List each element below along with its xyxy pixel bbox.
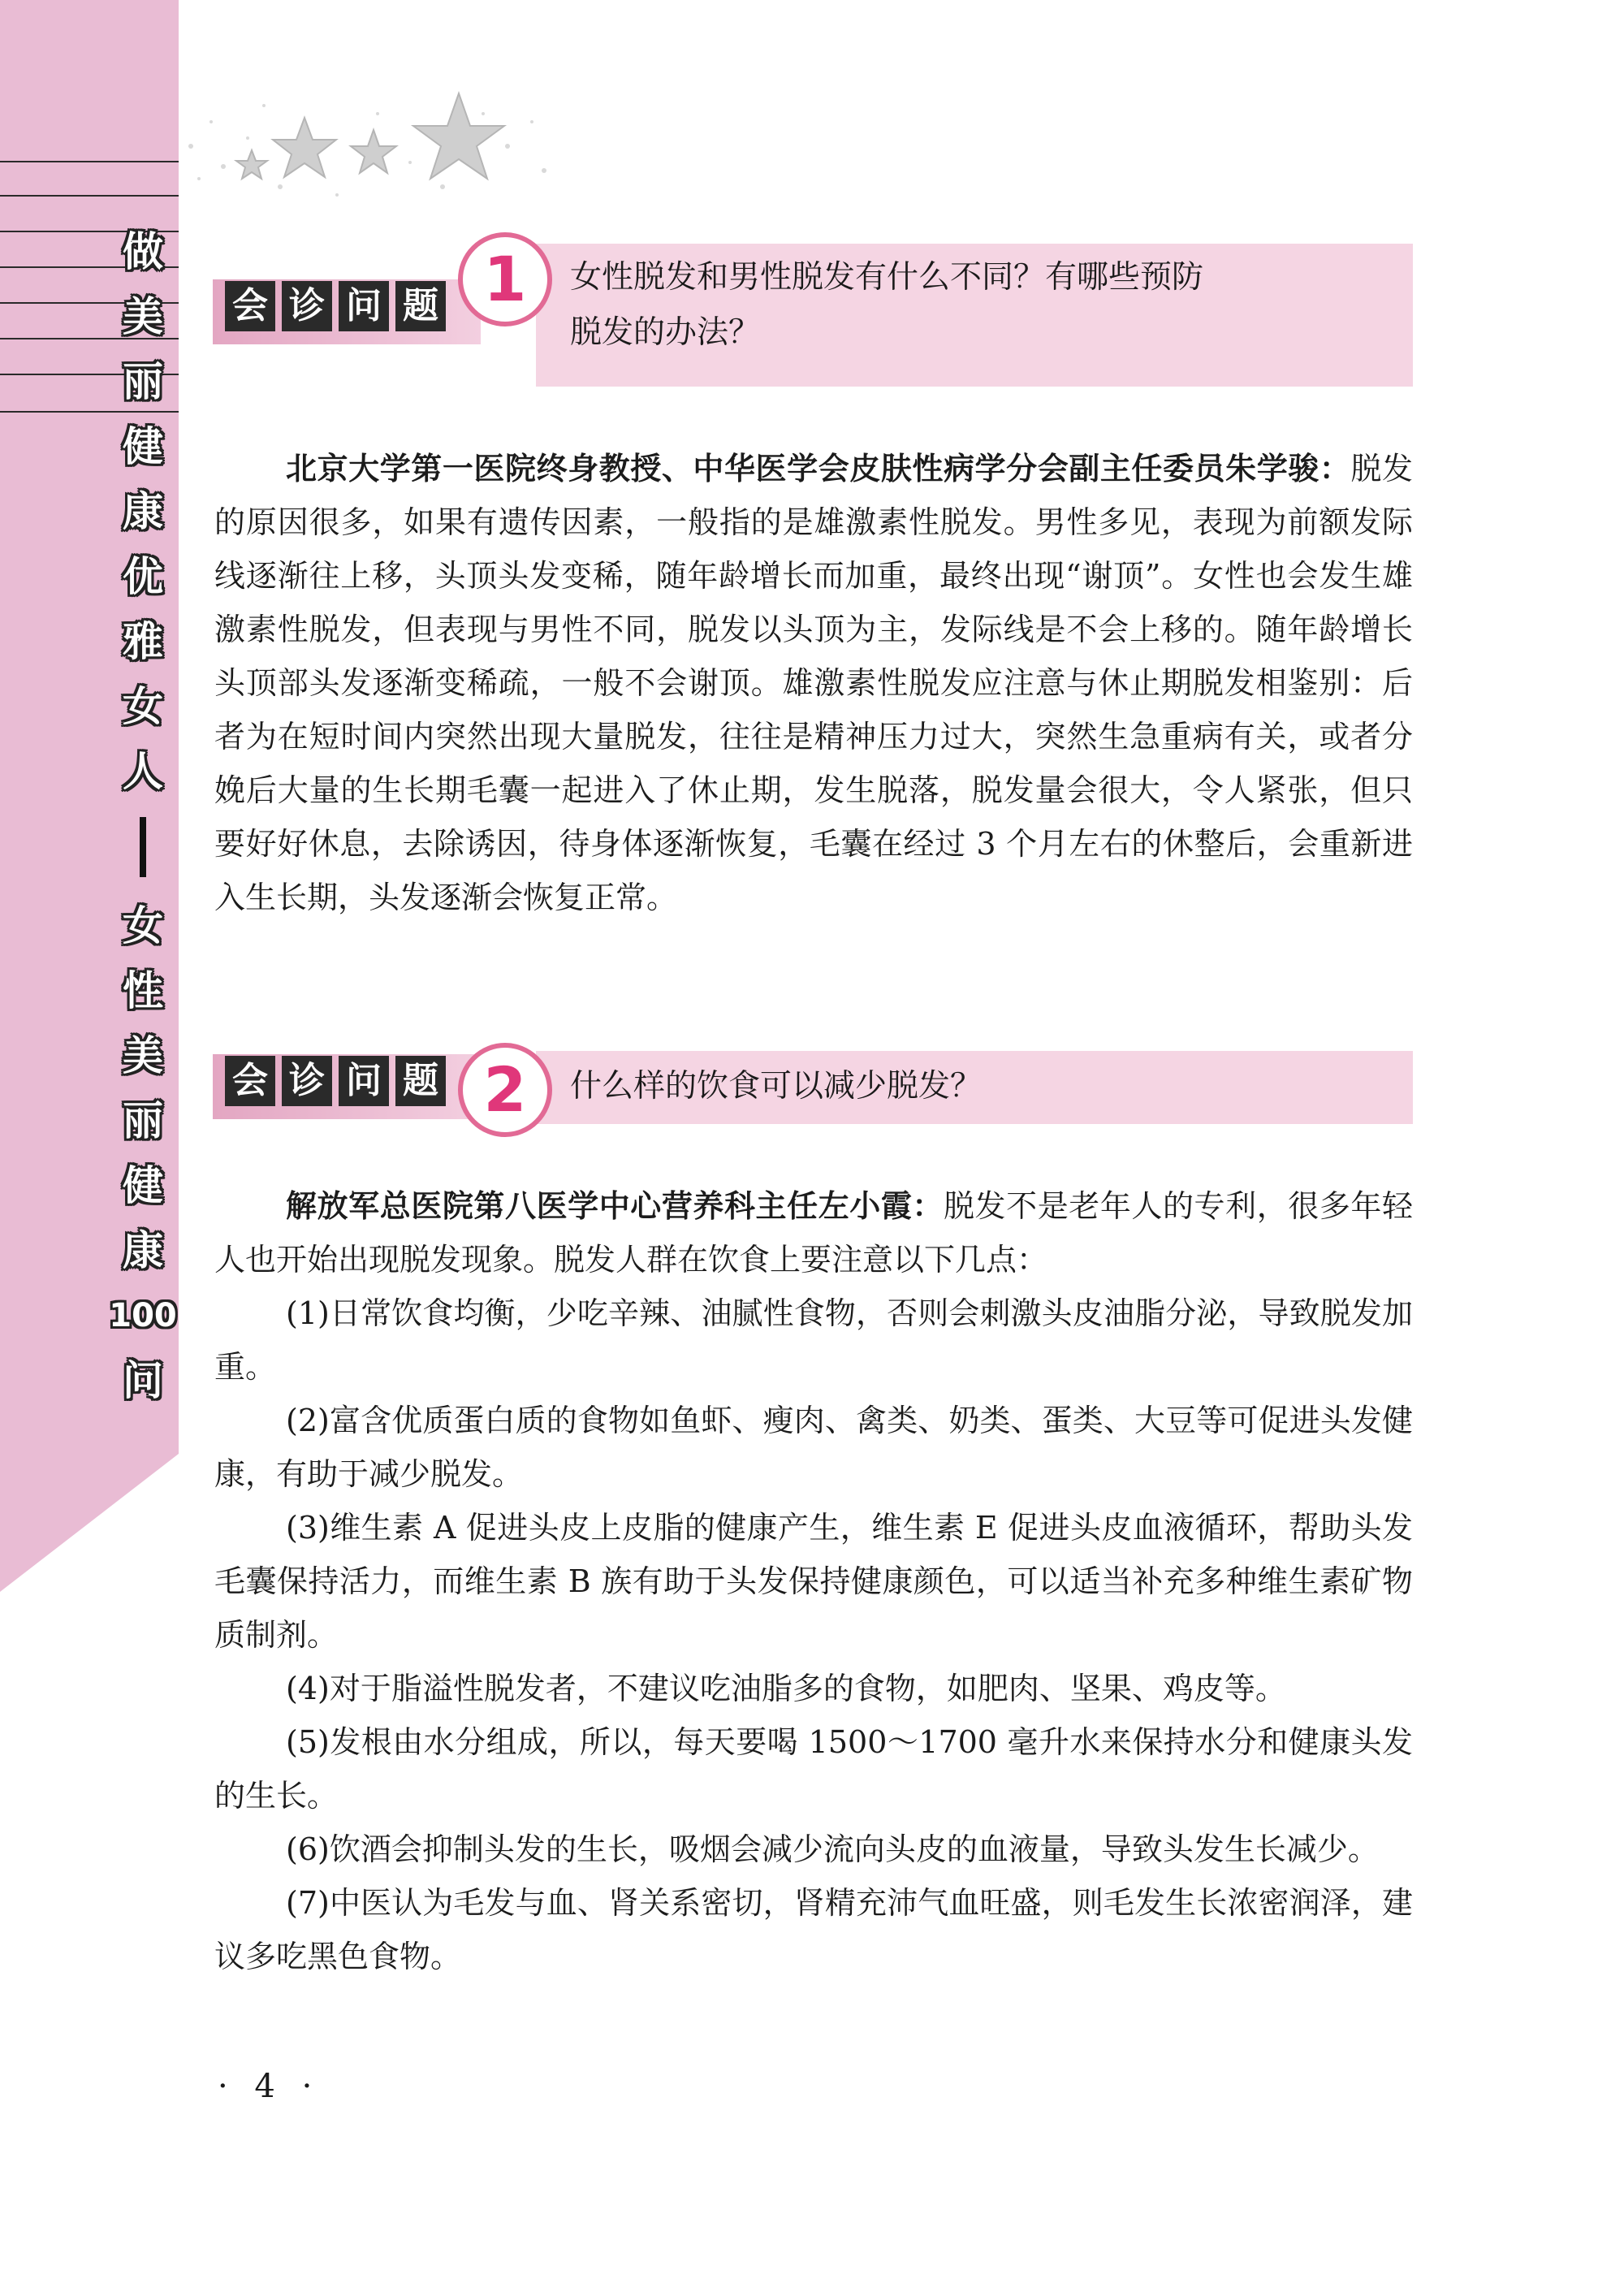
title-separator [140,817,146,877]
question-tag [225,1056,446,1106]
expert-name: 解放军总医院第八医学中心营养科主任左小霞： [286,1188,944,1224]
question-tag-char: 会 [225,1056,275,1106]
book-subtitle-char: 问 [123,1357,163,1404]
question-number-badge: 1 [458,232,552,326]
diet-tip: (4)对于脂溢性脱发者，不建议吃油脂多的食物，如肥肉、坚果、鸡皮等。 [286,1671,1286,1706]
book-title-char: 丽 [123,358,163,405]
question-1-text-box [536,244,1413,387]
book-title-char: 美 [123,293,163,340]
book-title-vertical [106,219,180,1413]
diet-tip: (3)维生素 A 促进头皮上皮脂的健康产生，维生素 E 促进头皮血液循环，帮助头发毛囊保持活力，而维生素 B 族有助于头发保持健康颜色，可以适当补充多种维生素矿物质制剂。 [214,1510,1413,1653]
question-2-line: 什么样的饮食可以减少脱发？ [570,1068,983,1105]
answer-1 [214,442,1413,924]
question-tag-char: 诊 [282,1056,332,1106]
answer-2 [214,1179,1413,1983]
question-tag-char: 会 [225,281,275,331]
book-title-char: 康 [123,488,163,535]
question-2-text-box [536,1051,1413,1124]
diet-tip: (2)富含优质蛋白质的食物如鱼虾、瘦肉、禽类、奶类、蛋类、大豆等可促进头发健康，有助于减少脱发。 [214,1403,1413,1492]
book-subtitle-char: 美 [123,1032,163,1079]
answer-text: 脱发的原因很多，如果有遗传因素，一般指的是雄激素性脱发。男性多见，表现为前额发际线逐渐往上移，头顶头发变稀，随年龄增长而加重，最终出现“谢顶”。女性也会发生雄激素性脱发，但表现与男性不同，脱发以头顶为主，发际线是不会上移的。随年龄增长头顶部头发逐渐变稀疏，一般不会谢顶。雄激素性脱发应注意与休止期脱发相鉴别：后者为在短时间内突然出现大量脱发，往往是精神压力过大，突然生急重病有关，或者分娩后大量的生长期毛囊一起进入了休止期，发生脱落，脱发量会很大，令人紧张，但只要好好休息，去除诱因，待身体逐渐恢复，毛囊在经过 3 个月左右的休整后，会重新进入生长期，头发逐渐会恢复正常。 [214,451,1413,915]
book-title-char: 女 [123,683,163,730]
diet-tip: (6)饮酒会抑制头发的生长，吸烟会减少流向头皮的血液量，导致头发生长减少。 [286,1831,1379,1867]
book-subtitle-char: 丽 [123,1097,163,1144]
question-tag-char: 题 [395,1056,446,1106]
diet-tip: (1)日常饮食均衡，少吃辛辣、油腻性食物，否则会刺激头皮油脂分泌，导致脱发加重。 [214,1295,1413,1385]
answer-2-intro [214,1179,1413,1286]
answer-text: 脱发不是老年人的专利，很多年轻人也开始出现脱发现象。脱发人群在饮食上要注意以下几点： [214,1188,1413,1278]
stars-decoration-icon [175,89,556,211]
book-title-char: 优 [123,553,163,600]
diet-tip: (5)发根由水分组成，所以，每天要喝 1500～1700 毫升水来保持水分和健康头发的生长。 [214,1724,1413,1814]
question-2-header [213,1043,1413,1139]
answer-1-paragraph [214,442,1413,924]
expert-name: 北京大学第一医院终身教授、中华医学会皮肤性病学分会副主任委员朱学骏： [286,451,1351,486]
question-tag-char: 题 [395,281,446,331]
book-title-char: 健 [123,423,163,470]
diet-tip: (7)中医认为毛发与血、肾关系密切，肾精充沛气血旺盛，则毛发生长浓密润泽，建议多吃黑色食物。 [214,1885,1413,1974]
page-number: · 4 · [218,2068,321,2105]
question-1-header [213,232,1413,387]
book-title-char: 雅 [123,618,163,665]
book-title-char: 人 [123,748,163,795]
book-title-char: 做 [123,228,163,275]
book-subtitle-char: 100 [109,1297,177,1334]
book-subtitle-char: 女 [123,902,163,949]
question-tag-char: 诊 [282,281,332,331]
book-subtitle-char: 健 [123,1162,163,1209]
question-tag [225,281,446,331]
book-subtitle-char: 康 [123,1227,163,1274]
question-1-line: 脱发的办法？ [570,314,761,351]
question-tag-char: 问 [339,1056,389,1106]
question-1-line: 女性脱发和男性脱发有什么不同？有哪些预防 [570,259,1204,296]
book-subtitle-char: 性 [123,967,163,1014]
question-number-badge: 2 [458,1043,552,1137]
question-tag-char: 问 [339,281,389,331]
